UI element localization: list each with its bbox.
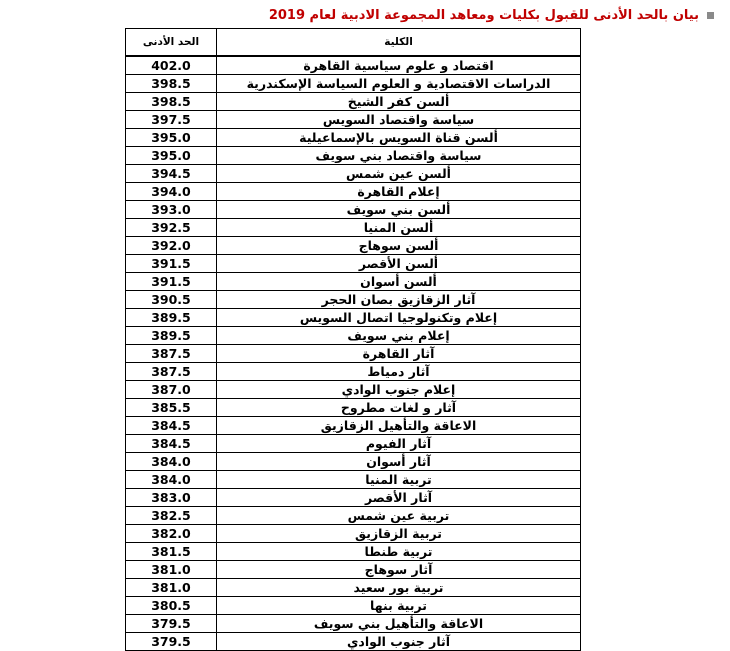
faculty-name-cell: تربية طنطا [217,543,581,561]
min-score-cell: 385.5 [126,399,217,417]
min-scores-table [125,28,581,651]
min-score-cell: 394.0 [126,183,217,201]
min-score-cell: 398.5 [126,93,217,111]
faculty-name-cell: آثار جنوب الوادي [217,633,581,651]
table-row [126,93,581,111]
faculty-name-cell: ألسن المنيا [217,219,581,237]
table-row [126,507,581,525]
square-bullet-icon [707,12,714,19]
min-score-cell: 384.0 [126,471,217,489]
table-row [126,291,581,309]
table-row [126,255,581,273]
faculty-name-cell: آثار القاهرة [217,345,581,363]
min-score-cell: 398.5 [126,75,217,93]
faculty-name-cell: آثار أسوان [217,453,581,471]
faculty-name-cell: آثار سوهاج [217,561,581,579]
min-score-cell: 387.0 [126,381,217,399]
min-score-cell: 389.5 [126,327,217,345]
min-score-cell: 383.0 [126,489,217,507]
faculty-name-cell: تربية بنها [217,597,581,615]
title-row [16,4,714,26]
table-row [126,399,581,417]
min-score-cell: 384.5 [126,417,217,435]
table-row [126,165,581,183]
table-row [126,543,581,561]
faculty-name-cell: آثار الفيوم [217,435,581,453]
column-header-min-score: الحد الأدنى [126,29,217,57]
table-row [126,489,581,507]
table-row [126,345,581,363]
faculty-name-cell: آثار الزقازيق بصان الحجر [217,291,581,309]
faculty-name-cell: اقتصاد و علوم سياسية القاهرة [217,56,581,75]
table-row [126,435,581,453]
table-row [126,525,581,543]
faculty-name-cell: إعلام القاهرة [217,183,581,201]
table-row [126,363,581,381]
min-score-cell: 390.5 [126,291,217,309]
table-row [126,381,581,399]
min-score-cell: 395.0 [126,129,217,147]
min-score-cell: 387.5 [126,345,217,363]
faculty-name-cell: ألسن سوهاج [217,237,581,255]
faculty-name-cell: ألسن قناة السويس بالإسماعيلية [217,129,581,147]
table-row [126,75,581,93]
faculty-name-cell: تربية الزقازيق [217,525,581,543]
table-row [126,201,581,219]
faculty-name-cell: سياسة واقتصاد بني سويف [217,147,581,165]
faculty-name-cell: ألسن عين شمس [217,165,581,183]
faculty-name-cell: الاعاقة والتأهيل الزقازيق [217,417,581,435]
min-score-cell: 391.5 [126,273,217,291]
faculty-name-cell: الاعاقة والتأهيل بني سويف [217,615,581,633]
table-row [126,327,581,345]
min-score-cell: 380.5 [126,597,217,615]
table-row [126,183,581,201]
faculty-name-cell: الدراسات الاقتصادية و العلوم السياسة الإسكندرية [217,75,581,93]
faculty-name-cell: تربية عين شمس [217,507,581,525]
min-score-cell: 394.5 [126,165,217,183]
faculty-name-cell: ألسن كفر الشيخ [217,93,581,111]
min-score-cell: 389.5 [126,309,217,327]
min-score-cell: 381.0 [126,561,217,579]
min-score-cell: 392.0 [126,237,217,255]
table-row [126,453,581,471]
table-row [126,579,581,597]
table-header-row [126,29,581,57]
faculty-name-cell: إعلام جنوب الوادي [217,381,581,399]
min-score-cell: 382.0 [126,525,217,543]
faculty-name-cell: سياسة واقتصاد السويس [217,111,581,129]
faculty-name-cell: ألسن بني سويف [217,201,581,219]
min-score-cell: 384.0 [126,453,217,471]
table-row [126,129,581,147]
table-row [126,633,581,651]
min-score-cell: 391.5 [126,255,217,273]
min-score-cell: 393.0 [126,201,217,219]
table-row [126,615,581,633]
faculty-name-cell: ألسن أسوان [217,273,581,291]
column-header-faculty: الكلية [217,29,581,57]
faculty-name-cell: آثار دمياط [217,363,581,381]
faculty-name-cell: آثار و لغات مطروح [217,399,581,417]
min-score-cell: 379.5 [126,615,217,633]
faculty-name-cell: إعلام بني سويف [217,327,581,345]
min-score-cell: 381.0 [126,579,217,597]
table-row [126,309,581,327]
table-row [126,561,581,579]
faculty-name-cell: ألسن الأقصر [217,255,581,273]
min-score-cell: 392.5 [126,219,217,237]
min-score-cell: 387.5 [126,363,217,381]
faculty-name-cell: إعلام وتكنولوجيا اتصال السويس [217,309,581,327]
table-row [126,56,581,75]
table-body [126,56,581,651]
min-score-cell: 381.5 [126,543,217,561]
faculty-name-cell: آثار الأقصر [217,489,581,507]
table-row [126,597,581,615]
table-row [126,219,581,237]
table-row [126,111,581,129]
min-score-cell: 384.5 [126,435,217,453]
table-row [126,273,581,291]
page-title: بيان بالحد الأدنى للقبول بكليات ومعاهد المجموعة الادبية لعام 2019 [268,7,699,23]
faculty-name-cell: تربية بور سعيد [217,579,581,597]
faculty-name-cell: تربية المنيا [217,471,581,489]
min-score-cell: 395.0 [126,147,217,165]
min-score-cell: 379.5 [126,633,217,651]
min-score-cell: 397.5 [126,111,217,129]
table-row [126,237,581,255]
table-row [126,147,581,165]
results-table-container [125,28,580,649]
min-score-cell: 382.5 [126,507,217,525]
min-score-cell: 402.0 [126,56,217,75]
table-row [126,471,581,489]
table-row [126,417,581,435]
